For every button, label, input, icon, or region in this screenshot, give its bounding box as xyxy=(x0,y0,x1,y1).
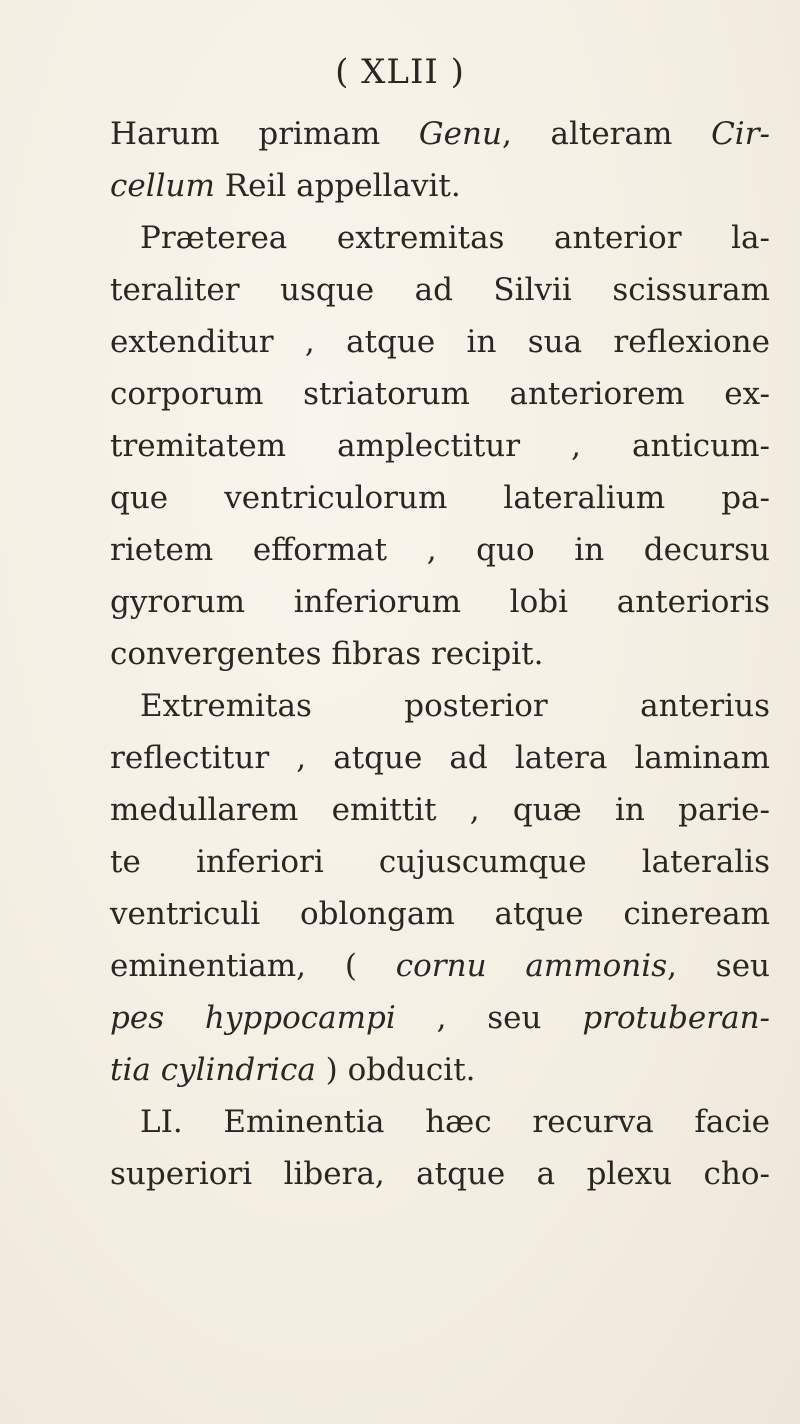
text-line xyxy=(110,836,770,888)
text-span: Reil appellavit. xyxy=(214,168,461,204)
text-line xyxy=(110,1148,770,1200)
italic-text: cornu ammonis xyxy=(395,948,668,984)
text-span: reflectitur , atque ad latera laminam xyxy=(110,740,770,776)
text-line xyxy=(110,472,770,524)
text-span: eminentiam, ( xyxy=(110,948,396,984)
text-span: Extremitas posterior anterius xyxy=(140,688,770,724)
text-span: Harum primam xyxy=(110,116,419,152)
text-span: , seu xyxy=(667,948,771,984)
text-line xyxy=(110,108,770,160)
italic-text: tia cylindrica xyxy=(110,1052,316,1088)
text-line xyxy=(110,680,770,732)
text-line xyxy=(110,732,770,784)
text-span: gyrorum inferiorum lobi anterioris xyxy=(110,584,770,620)
text-line xyxy=(110,420,770,472)
text-span: tremitatem amplectitur , anticum- xyxy=(110,428,770,464)
text-line xyxy=(110,940,770,992)
text-span: corporum striatorum anteriorem ex- xyxy=(110,376,770,412)
text-line xyxy=(110,524,770,576)
italic-text: cellum xyxy=(110,168,215,204)
text-span: superiori libera, atque a plexu cho- xyxy=(110,1156,770,1192)
text-line xyxy=(110,1044,770,1096)
italic-text: Genu xyxy=(418,116,502,152)
text-span: , seu xyxy=(395,1000,583,1036)
italic-text: pes hyppocampi xyxy=(110,1000,396,1036)
text-line xyxy=(110,212,770,264)
text-line xyxy=(110,576,770,628)
text-line xyxy=(110,160,770,212)
text-span: ) obducit. xyxy=(315,1052,476,1088)
text-line xyxy=(110,784,770,836)
text-span: medullarem emittit , quæ in parie- xyxy=(110,792,770,828)
text-span: te inferiori cujuscumque lateralis xyxy=(110,844,770,880)
text-span: LI. Eminentia hæc recurva facie xyxy=(140,1104,770,1140)
text-span: ventriculi oblongam atque cineream xyxy=(110,896,770,932)
italic-text: protuberan- xyxy=(582,1000,771,1036)
text-span: teraliter usque ad Silvii scissuram xyxy=(110,272,770,308)
text-span: convergentes fibras recipit. xyxy=(110,636,544,672)
body-text xyxy=(110,108,770,1200)
text-span: rietem efformat , quo in decursu xyxy=(110,532,770,568)
text-line xyxy=(110,628,770,680)
text-line xyxy=(110,1096,770,1148)
text-span: extenditur , atque in sua reflexione xyxy=(110,324,770,360)
text-span: , alteram xyxy=(501,116,712,152)
page-header: ( XLII ) xyxy=(335,52,465,92)
text-line xyxy=(110,316,770,368)
text-line xyxy=(110,264,770,316)
italic-text: Cir- xyxy=(711,116,770,152)
text-span: Præterea extremitas anterior la- xyxy=(140,220,770,256)
text-line xyxy=(110,368,770,420)
text-line xyxy=(110,992,770,1044)
text-line xyxy=(110,888,770,940)
text-span: que ventriculorum lateralium pa- xyxy=(110,480,770,516)
